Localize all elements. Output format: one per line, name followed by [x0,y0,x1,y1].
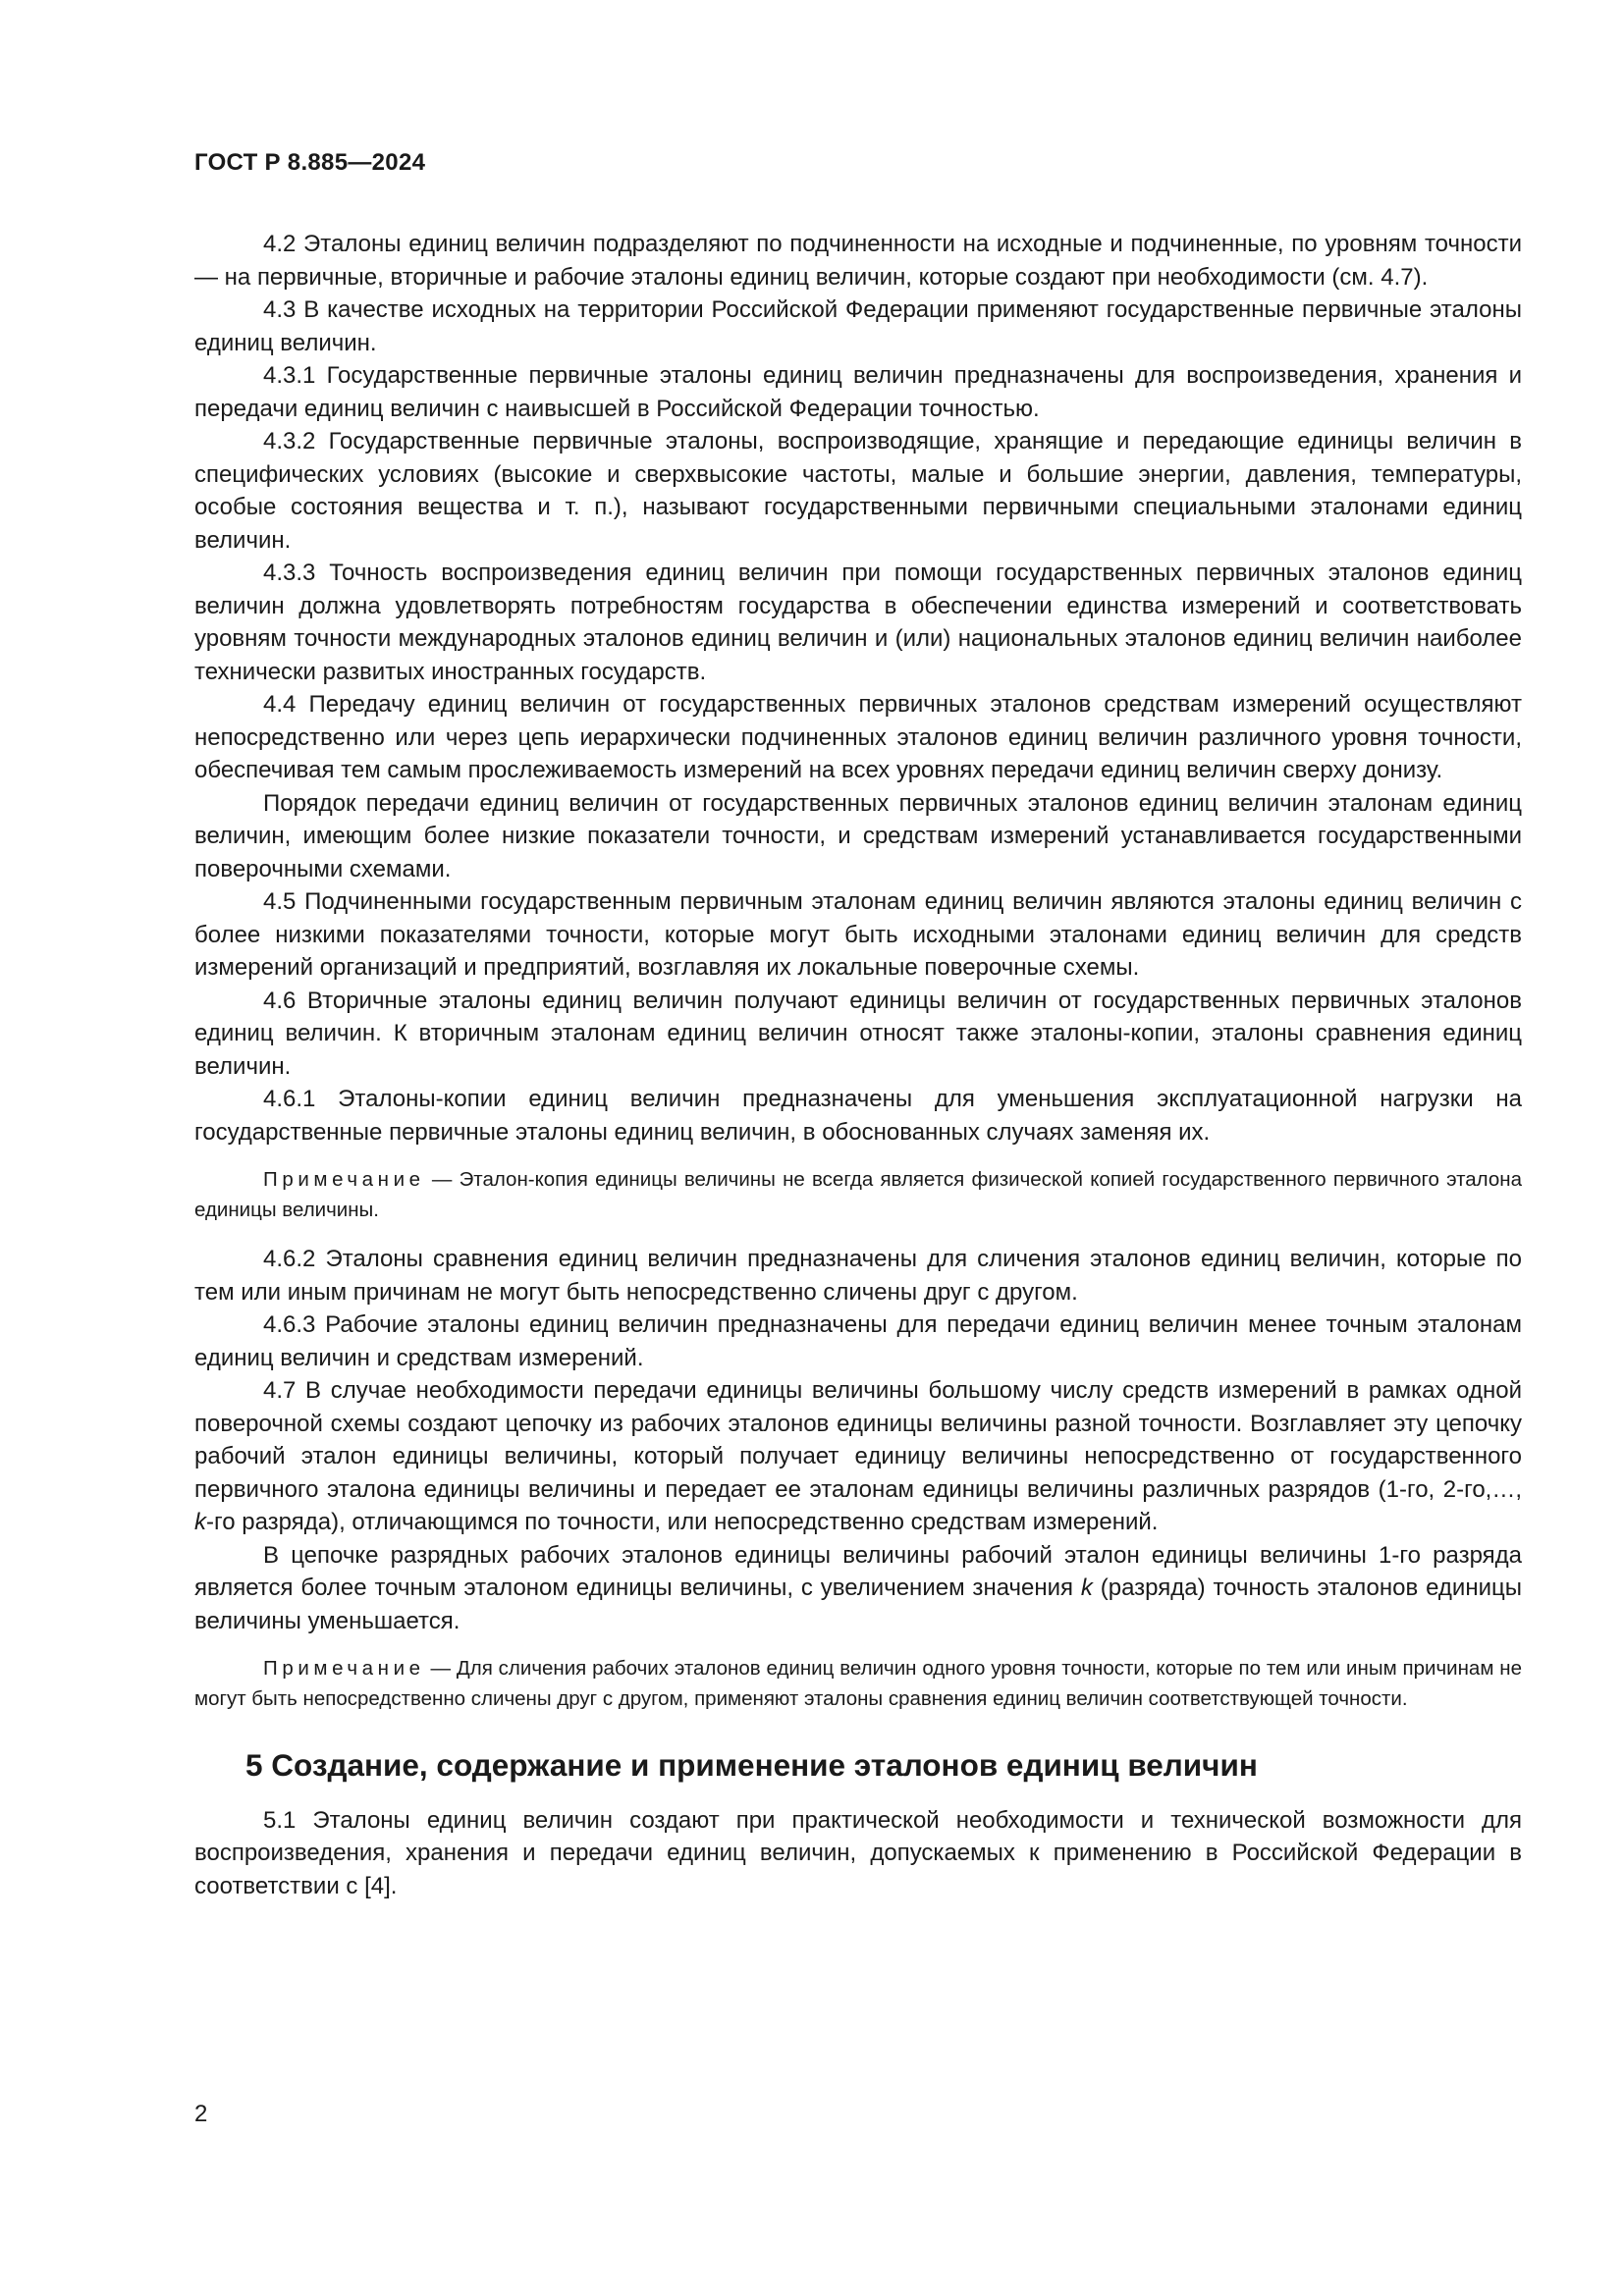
paragraph-4-7-chain [194,1539,1522,1638]
note-1-label: Примечание [263,1168,425,1191]
note-1-text: — Эталон-копия единицы величины не всегда является физической копией государственного первичного эталона единицы величины. [194,1168,1522,1221]
paragraph-4-7 [194,1374,1522,1539]
paragraph-4-7-text: 4.7 В случае необходимости передачи единицы величины большому числу средств измерений в рамках одной поверочной схемы создают цепочку из рабочих эталонов единицы величины разной точности. Возглавляет эту цепочку рабочий эталон единицы величины, который получает единицу величины непосредственно от государственного первичного эталона единицы величины и передает ее эталонам единицы величины различных разрядов (1-го, 2-го,…, [194,1377,1522,1503]
paragraph-4-3-2: 4.3.2 Государственные первичные эталоны, воспроизводящие, хранящие и передающие единицы величин в специфических условиях (высокие и сверхвысокие частоты, малые и большие энергии, давления, температуры, особые состояния вещества и т. п.), называют государственными первичными специальными эталонами единиц величин. [194,428,1522,554]
paragraph-4-7-text-end: -го разряда), отличающимся по точности, или непосредственно средствам измерений. [206,1509,1159,1535]
paragraph-4-7-chain-text-end: (разряда) точность эталонов единицы величины уменьшается. [194,1575,1522,1634]
paragraph-4-4-order: Порядок передачи единиц величин от государственных первичных эталонов единиц величин эталонам единиц величин, имеющим более низкие показатели точности, и средствам измерений устанавливается государственными поверочными схемами. [194,789,1522,882]
paragraph-4-6-2: 4.6.2 Эталоны сравнения единиц величин предназначены для сличения эталонов единиц величин, которые по тем или иным причинам не могут быть непосредственно сличены друг с другом. [194,1246,1522,1306]
variable-k: k [194,1509,206,1535]
note-2-text: — Для сличения рабочих эталонов единиц величин одного уровня точности, которые по тем или иным причинам не могут быть непосредственно сличены друг с другом, применяют эталоны сравнения единиц величин соответствующей точности. [194,1657,1522,1710]
paragraph-4-6: 4.6 Вторичные эталоны единиц величин получают единицы величин от государственных первичных эталонов единиц величин. К вторичным эталонам единиц величин относят также эталоны-копии, эталоны сравнения единиц величин. [194,987,1522,1080]
paragraph-4-4: 4.4 Передачу единиц величин от государственных первичных эталонов средствам измерений осуществляют непосредственно или через цепь иерархически подчиненных эталонов единиц величин различного уровня точности, обеспечивая тем самым прослеживаемость измерений на всех уровнях передачи единиц величин сверху донизу. [194,691,1522,783]
paragraph-5-1: 5.1 Эталоны единиц величин создают при практической необходимости и технической возможности для воспроизведения, хранения и передачи единиц величин, допускаемых к применению в Российской Федерации в соответствии с [4]. [194,1806,1522,1899]
note-1 [194,1164,1522,1225]
paragraph-4-3: 4.3 В качестве исходных на территории Российской Федерации применяют государственные первичные эталоны единиц величин. [194,296,1522,356]
paragraph-4-5: 4.5 Подчиненными государственным первичным эталонам единиц величин являются эталоны единиц величин с более низкими показателями точности, которые могут быть исходными эталонами единиц величин для средств измерений организаций и предприятий, возглавляя их локальные поверочные схемы. [194,888,1522,981]
document-body [194,228,1522,1902]
paragraph-4-6-3: 4.6.3 Рабочие эталоны единиц величин предназначены для передачи единиц величин менее точным эталонам единиц величин и средствам измерений. [194,1311,1522,1371]
section-5-heading: 5 Создание, содержание и применение эталонов единиц величин [245,1747,1258,1783]
page-number: 2 [194,2101,208,2127]
paragraph-4-7-chain-text: В цепочке разрядных рабочих эталонов единицы величины рабочий эталон единицы величины 1-го разряда является более точным эталоном единицы величины, с увеличением значения [194,1541,1522,1601]
paragraph-4-3-1: 4.3.1 Государственные первичные эталоны единиц величин предназначены для воспроизведения, хранения и передачи единиц величин с наивысшей в Российской Федерации точностью. [194,362,1522,422]
note-2 [194,1653,1522,1714]
paragraph-4-6-1: 4.6.1 Эталоны-копии единиц величин предназначены для уменьшения эксплуатационной нагрузки на государственные первичные эталоны единиц величин, в обоснованных случаях заменяя их. [194,1086,1522,1146]
variable-k: k [1080,1575,1093,1601]
note-2-label: Примечание [263,1657,425,1680]
paragraph-4-2: 4.2 Эталоны единиц величин подразделяют по подчиненности на исходные и подчиненные, по уровням точности — на первичные, вторичные и рабочие эталоны единиц величин, которые создают при необходимости (см. 4.7). [194,231,1522,291]
paragraph-4-3-3: 4.3.3 Точность воспроизведения единиц величин при помощи государственных первичных эталонов единиц величин должна удовлетворять потребностям государства в обеспечении единства измерений и соответствовать уровням точности международных эталонов единиц величин и (или) национальных эталонов единиц величин наиболее технически развитых иностранных государств. [194,560,1522,685]
document-header: ГОСТ Р 8.885—2024 [194,149,426,176]
